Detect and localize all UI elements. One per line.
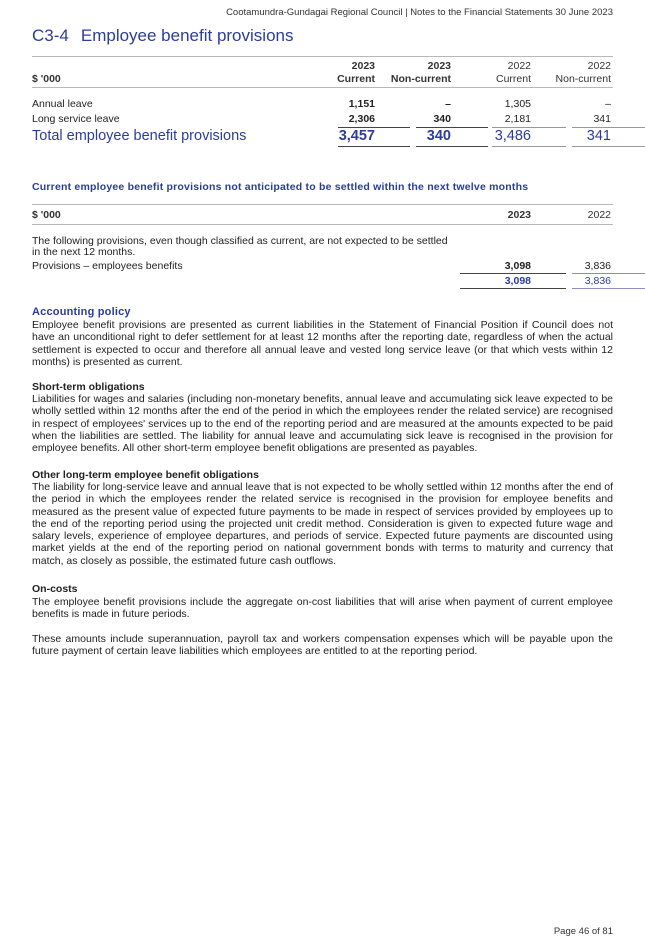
table-header-divider [32, 224, 613, 225]
col-header-year: 2022 [587, 60, 611, 72]
total-rule [492, 146, 566, 147]
cell-value: 3,098 [504, 260, 531, 272]
total-rule [572, 288, 645, 289]
cell-value: 1,305 [504, 98, 531, 110]
accounting-policy-heading: Accounting policy [32, 306, 131, 318]
total-rule [572, 146, 645, 147]
total-row [32, 274, 613, 288]
row-label: Annual leave [32, 98, 93, 110]
unit-label: $ '000 [32, 73, 61, 85]
page-number: Page 46 of 81 [553, 926, 613, 937]
table-row [32, 259, 613, 273]
short-term-heading: Short-term obligations [32, 381, 145, 393]
col-header-year: 2022 [507, 60, 531, 72]
table-header-years [32, 59, 613, 73]
on-costs-text-2: These amounts include superannuation, payroll tax and workers compensation expenses which will be payable upon the future payment of certain leave liabilities which employees are entitled to at the reporting period. [32, 633, 613, 658]
cell-value: 341 [593, 113, 611, 125]
total-rule [416, 146, 488, 147]
table-header-kinds [32, 72, 613, 86]
total-value: 3,836 [584, 275, 611, 287]
col-header-year: 2023 [427, 60, 451, 72]
col-header-year: 2022 [587, 209, 611, 221]
on-costs-text: The employee benefit provisions include the aggregate on-cost liabilities that will arise when payment of current employee benefits is made in future periods. [32, 596, 613, 621]
long-term-heading: Other long-term employee benefit obligations [32, 469, 259, 481]
total-value: 341 [586, 128, 611, 144]
section-title-text: Employee benefit provisions [80, 26, 294, 45]
cell-value: 2,181 [504, 113, 531, 125]
col-header-year: 2023 [351, 60, 375, 72]
total-rule [460, 288, 566, 289]
section-number: C3-4 [32, 26, 69, 45]
table-header [32, 208, 613, 222]
cell-value: – [445, 98, 451, 110]
row-label: Provisions – employees benefits [32, 260, 183, 272]
col-header-year: 2023 [507, 209, 531, 221]
table-row [32, 112, 613, 126]
accounting-policy-text: Employee benefit provisions are presented as current liabilities in the Statement of Financial Position if Council does not have an unconditional right to defer settlement for at least 12 months after the reporting date, regardless of when the actual settlement is expected to occur and therefore all annual leave and vested long service leave (or that which vests within 12 months) is presented as current. [32, 319, 613, 368]
table-header-divider [32, 87, 613, 88]
total-label: Total employee benefit provisions [32, 128, 247, 144]
col-header-kind: Non-current [555, 73, 611, 85]
total-row [32, 127, 613, 145]
cell-value: 2,306 [348, 113, 375, 125]
total-rule [338, 146, 410, 147]
intro-text: The following provisions, even though classified as current, are not expected to be settled [32, 235, 448, 247]
title-divider [32, 56, 613, 57]
cell-value: 3,836 [584, 260, 611, 272]
section-title [32, 26, 293, 46]
total-value: 3,457 [338, 128, 375, 144]
table-row [32, 97, 613, 111]
row-label: Long service leave [32, 113, 120, 125]
intro-text: in the next 12 months. [32, 246, 136, 258]
cell-value: 340 [433, 113, 451, 125]
unit-label: $ '000 [32, 209, 61, 221]
running-header: Cootamundra-Gundagai Regional Council | Notes to the Financial Statements 30 June 2023 [226, 7, 613, 18]
col-header-kind: Current [337, 73, 375, 85]
total-value: 3,098 [504, 275, 531, 287]
long-term-text: The liability for long-service leave and annual leave that is not expected to be wholly settled within 12 months after the end of the period in which the employees render the related service is recognised in the provision for employee benefits and measured as the present value of expected future payments to be made in respect of services provided by employees up to the end of the reporting period using the projected unit credit method. Consideration is given to expected future wage and salary levels, experience of employee departures, and periods of service. Expected future payments are discounted using market yields at the end of the reporting period on national government bonds with terms to maturity and currency that match, as closely as possible, the estimated future cash outflows. [32, 481, 613, 567]
cell-value: – [605, 98, 611, 110]
total-value: 3,486 [494, 128, 531, 144]
total-value: 340 [426, 128, 451, 144]
intro-line [32, 245, 613, 259]
short-term-text: Liabilities for wages and salaries (including non-monetary benefits, annual leave and accumulating sick leave expected to be wholly settled within 12 months after the end of the period in which the employees render the related service) are recognised in respect of employees' services up to the end of the reporting period and are measured at the amounts expected to be paid when the liabilities are settled. The liability for annual leave and accumulating sick leave is recognised in the provision for employee benefits. All other short-term employee benefit obligations are presented as payables. [32, 393, 613, 455]
subsection-heading: Current employee benefit provisions not anticipated to be settled within the next twelve months [32, 181, 529, 193]
col-header-kind: Non-current [390, 73, 451, 85]
cell-value: 1,151 [348, 98, 375, 110]
subsection-divider [32, 204, 613, 205]
col-header-kind: Current [495, 73, 531, 85]
on-costs-heading: On-costs [32, 583, 78, 595]
